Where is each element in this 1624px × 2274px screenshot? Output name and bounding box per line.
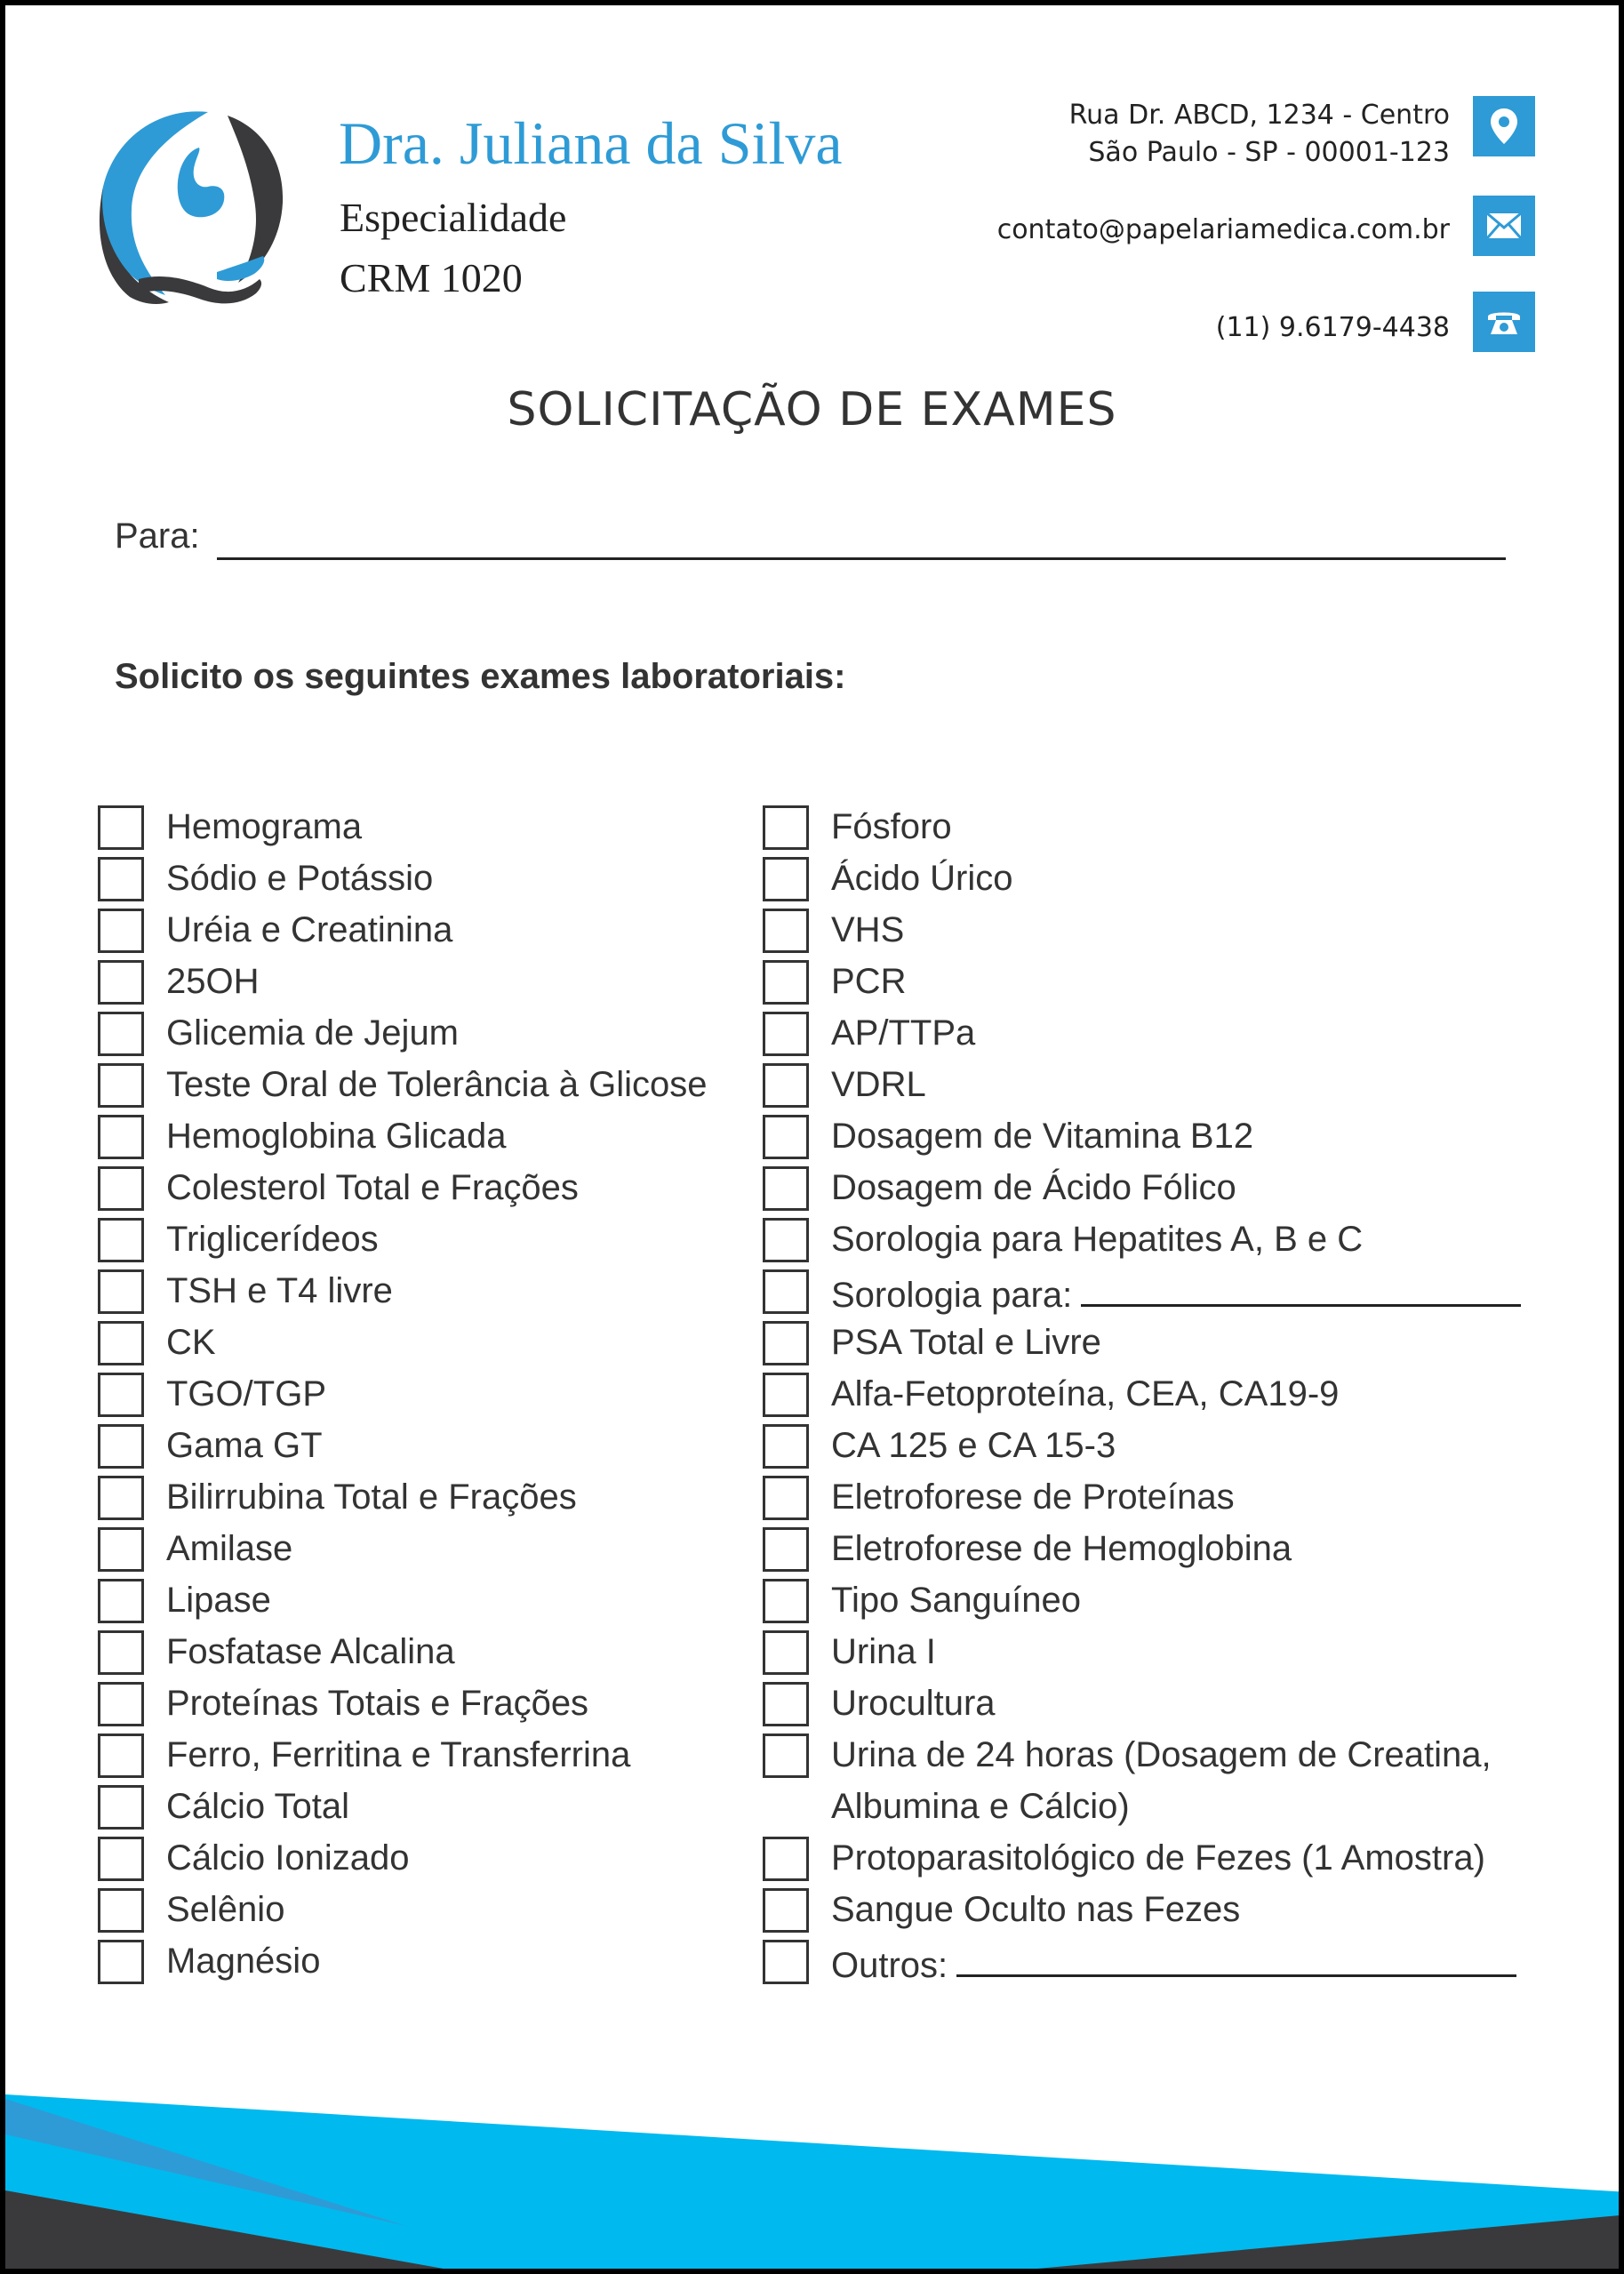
exam-label: AP/TTPa [831, 1013, 976, 1053]
exam-checkbox[interactable] [98, 1940, 144, 1984]
exam-label: Sódio e Potássio [166, 859, 434, 898]
exam-label: Lipase [166, 1581, 271, 1620]
exam-checkbox[interactable] [763, 1630, 809, 1675]
exam-checkbox[interactable] [763, 1682, 809, 1726]
exam-label: Glicemia de Jejum [166, 1013, 460, 1053]
exam-label: TGO/TGP [166, 1374, 326, 1413]
exam-label: CA 125 e CA 15-3 [831, 1426, 1116, 1465]
form-title: SOLICITAÇÃO DE EXAMES [507, 383, 1117, 436]
exam-checkbox[interactable] [763, 960, 809, 1005]
location-pin-icon [1473, 96, 1535, 156]
exam-checkbox[interactable] [98, 1012, 144, 1056]
exam-checkbox[interactable] [98, 1785, 144, 1830]
exam-label: Colesterol Total e Frações [166, 1168, 579, 1207]
exam-label: Gama GT [166, 1426, 323, 1465]
exam-checkbox[interactable] [98, 909, 144, 953]
address-line-1: Rua Dr. ABCD, 1234 - Centro [1068, 100, 1450, 131]
footer-decoration [5, 2050, 1624, 2274]
exam-label: Eletroforese de Hemoglobina [831, 1529, 1292, 1568]
exam-checkbox[interactable] [763, 1166, 809, 1211]
exam-checkbox[interactable] [763, 805, 809, 850]
exam-checkbox[interactable] [98, 857, 144, 901]
exam-label: Sorologia para: [831, 1276, 1073, 1315]
exam-checkbox[interactable] [98, 1269, 144, 1314]
exam-checkbox[interactable] [98, 1115, 144, 1159]
exam-label: Triglicerídeos [166, 1220, 379, 1259]
exam-label: Uréia e Creatinina [166, 910, 453, 949]
address-line-2: São Paulo - SP - 00001-123 [1088, 137, 1450, 168]
exam-checkbox[interactable] [763, 1063, 809, 1108]
exam-checkbox[interactable] [763, 1373, 809, 1417]
exam-checkbox[interactable] [98, 1476, 144, 1520]
exam-checkbox[interactable] [763, 1476, 809, 1520]
exam-label: PSA Total e Livre [831, 1323, 1101, 1362]
exam-checkbox[interactable] [763, 1734, 809, 1778]
exam-checkbox[interactable] [763, 1837, 809, 1881]
exam-label: Hemoglobina Glicada [166, 1117, 507, 1156]
exam-checkbox[interactable] [98, 1837, 144, 1881]
exam-label: Selênio [166, 1890, 285, 1929]
exam-label: Fosfatase Alcalina [166, 1632, 455, 1671]
exam-label: Eletroforese de Proteínas [831, 1477, 1235, 1517]
exam-label: CK [166, 1323, 216, 1362]
exam-label: Fósforo [831, 807, 952, 846]
recipient-input-line[interactable] [217, 557, 1506, 560]
exam-label: TSH e T4 livre [166, 1271, 393, 1310]
exam-label: Albumina e Cálcio) [831, 1787, 1130, 1826]
exam-label: Sorologia para Hepatites A, B e C [831, 1220, 1364, 1259]
exam-checkbox[interactable] [98, 960, 144, 1005]
exam-label: PCR [831, 962, 907, 1001]
exam-checkbox[interactable] [98, 1888, 144, 1933]
exam-checkbox[interactable] [763, 1579, 809, 1623]
exam-label-with-blank [831, 1269, 1521, 1317]
exam-checkbox[interactable] [98, 1063, 144, 1108]
exam-checkbox[interactable] [763, 1940, 809, 1984]
sorologia-input-line[interactable] [1081, 1269, 1521, 1307]
exam-label: Cálcio Ionizado [166, 1838, 410, 1878]
exam-checkbox[interactable] [98, 1218, 144, 1262]
exam-label: Magnésio [166, 1942, 321, 1981]
exam-label: Outros: [831, 1946, 948, 1985]
exam-label: Teste Oral de Tolerância à Glicose [166, 1065, 708, 1104]
exam-checkbox[interactable] [98, 1527, 144, 1572]
exam-label: Urocultura [831, 1684, 996, 1723]
doctor-specialty: Especialidade [340, 195, 567, 240]
request-intro: Solicito os seguintes exames laboratoriais: [115, 657, 846, 696]
exam-label: Urina de 24 horas (Dosagem de Creatina, [831, 1735, 1492, 1774]
exam-checkbox[interactable] [763, 1424, 809, 1469]
exam-label: Sangue Oculto nas Fezes [831, 1890, 1241, 1929]
exam-checkbox[interactable] [98, 1682, 144, 1726]
telephone-icon [1473, 292, 1535, 352]
exam-label: Amilase [166, 1529, 293, 1568]
exam-label: Tipo Sanguíneo [831, 1581, 1081, 1620]
doctor-crm: CRM 1020 [340, 255, 523, 300]
exam-checkbox[interactable] [98, 1166, 144, 1211]
exam-label: Hemograma [166, 807, 363, 846]
exam-label: Ferro, Ferritina e Transferrina [166, 1735, 631, 1774]
exam-label: Bilirrubina Total e Frações [166, 1477, 577, 1517]
clinic-logo [94, 105, 290, 318]
contact-phone: (11) 9.6179-4438 [1215, 312, 1450, 343]
doctor-name: Dra. Juliana da Silva [339, 109, 843, 177]
envelope-icon [1473, 196, 1535, 256]
exam-checkbox[interactable] [98, 1734, 144, 1778]
exam-label: Protoparasitológico de Fezes (1 Amostra) [831, 1838, 1485, 1878]
exam-checkbox[interactable] [763, 1269, 809, 1314]
exam-label: Alfa-Fetoproteína, CEA, CA19-9 [831, 1374, 1340, 1413]
exam-checkbox[interactable] [98, 1579, 144, 1623]
exam-checkbox[interactable] [763, 857, 809, 901]
exam-label: Dosagem de Vitamina B12 [831, 1117, 1254, 1156]
exam-label: Ácido Úrico [831, 859, 1013, 898]
exam-label: VHS [831, 910, 905, 949]
exam-checkbox[interactable] [98, 1630, 144, 1675]
contact-email: contato@papelariamedica.com.br [996, 214, 1450, 245]
exam-checkbox[interactable] [763, 1218, 809, 1262]
exam-label: Cálcio Total [166, 1787, 350, 1826]
exam-checkbox[interactable] [763, 1115, 809, 1159]
outros-input-line[interactable] [956, 1939, 1516, 1977]
exam-checkbox[interactable] [98, 1321, 144, 1365]
exam-label: Urina I [831, 1632, 936, 1671]
exam-checkbox[interactable] [763, 1888, 809, 1933]
exam-checkbox[interactable] [98, 1424, 144, 1469]
exam-label: VDRL [831, 1065, 926, 1104]
exam-checkbox[interactable] [763, 1527, 809, 1572]
exam-label-with-blank [831, 1939, 1516, 1988]
recipient-label: Para: [115, 516, 200, 556]
exam-checkbox[interactable] [98, 1373, 144, 1417]
exam-label: 25OH [166, 962, 260, 1001]
exam-checkbox[interactable] [763, 909, 809, 953]
exam-label: Dosagem de Ácido Fólico [831, 1168, 1236, 1207]
exam-checkbox[interactable] [98, 805, 144, 850]
exam-label: Proteínas Totais e Frações [166, 1684, 589, 1723]
exam-checkbox[interactable] [763, 1321, 809, 1365]
exam-checkbox[interactable] [763, 1012, 809, 1056]
